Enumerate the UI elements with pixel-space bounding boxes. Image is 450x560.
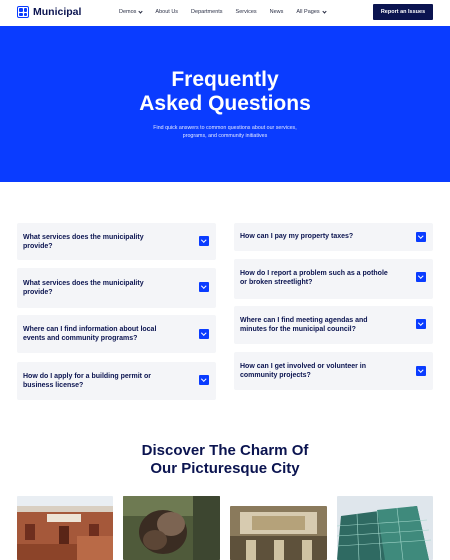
nav-item-label: All Pages bbox=[296, 9, 320, 15]
faq-item[interactable] bbox=[17, 268, 216, 308]
nav-item-label: Services bbox=[235, 9, 257, 15]
photo-illustration bbox=[337, 496, 433, 560]
faq-question-line: How can I pay my property taxes? bbox=[240, 233, 354, 240]
faq-question-line: community projects? bbox=[240, 372, 311, 379]
chevron-down-icon bbox=[202, 377, 207, 382]
faq-question bbox=[240, 269, 388, 287]
brand-name: Municipal bbox=[33, 6, 82, 18]
section-title-line: Our Picturesque City bbox=[150, 460, 300, 477]
nav-item-label: Demos bbox=[119, 9, 137, 15]
faq-item[interactable] bbox=[17, 362, 216, 400]
chevron-down-icon bbox=[419, 234, 424, 239]
faq-toggle-button[interactable] bbox=[416, 319, 426, 329]
section-title bbox=[0, 442, 450, 478]
photo-illustration bbox=[230, 506, 327, 560]
grid-logo-icon bbox=[17, 6, 29, 18]
faq-question-line: Where can I find information about local bbox=[23, 326, 157, 333]
nav-item-label: News bbox=[269, 9, 284, 15]
nav-item-about-us[interactable] bbox=[155, 9, 178, 15]
faq-question-line: How do I apply for a building permit or bbox=[23, 373, 151, 380]
faq-toggle-button[interactable] bbox=[416, 272, 426, 282]
faq-question-line: How can I get involved or volunteer in bbox=[240, 363, 367, 370]
city-photo-modern-building bbox=[337, 496, 433, 560]
nav-item-all-pages[interactable] bbox=[296, 9, 325, 15]
faq-question-line: How do I report a problem such as a pothole bbox=[240, 270, 388, 277]
faq-question-line: What services does the municipality bbox=[23, 280, 144, 287]
city-photo-ornate-ceiling bbox=[230, 506, 327, 560]
page-title-line: Asked Questions bbox=[139, 92, 311, 115]
faq-toggle-button[interactable] bbox=[416, 366, 426, 376]
faq-question bbox=[240, 362, 366, 380]
faq-toggle-button[interactable] bbox=[199, 329, 209, 339]
chevron-down-icon bbox=[202, 284, 207, 289]
report-issue-button[interactable]: Report an Issues bbox=[373, 4, 433, 20]
faq-question bbox=[23, 372, 151, 390]
chevron-down-icon bbox=[419, 274, 424, 279]
city-photo-historic-building bbox=[17, 496, 113, 560]
nav-item-news[interactable] bbox=[270, 9, 284, 15]
faq-item[interactable] bbox=[234, 259, 433, 299]
faq-question-line: What services does the municipality bbox=[23, 234, 144, 241]
chevron-down-icon bbox=[202, 331, 207, 336]
main-menu bbox=[119, 9, 339, 15]
photo-illustration bbox=[123, 496, 220, 560]
nav-item-demos[interactable] bbox=[119, 9, 142, 15]
hero-subtitle bbox=[140, 124, 310, 140]
faq-item[interactable] bbox=[234, 306, 433, 344]
faq-question-line: business license? bbox=[23, 382, 84, 389]
faq-item[interactable] bbox=[234, 223, 433, 251]
nav-item-departments[interactable] bbox=[191, 9, 223, 15]
faq-toggle-button[interactable] bbox=[199, 236, 209, 246]
nav-item-services[interactable] bbox=[236, 9, 257, 15]
section-title-line: Discover The Charm Of bbox=[141, 442, 309, 459]
faq-toggle-button[interactable] bbox=[199, 282, 209, 292]
faq-item[interactable] bbox=[17, 223, 216, 260]
nav-item-label: Departments bbox=[191, 9, 223, 15]
faq-question-line: minutes for the municipal council? bbox=[240, 326, 356, 333]
top-navbar bbox=[0, 0, 450, 26]
hero-subtitle-line: Find quick answers to common questions about our services, bbox=[153, 125, 297, 131]
faq-question-line: Where can I find meeting agendas and bbox=[240, 317, 368, 324]
faq-question bbox=[240, 316, 368, 334]
faq-toggle-button[interactable] bbox=[416, 232, 426, 242]
page-title bbox=[0, 68, 450, 116]
faq-question-line: or broken streetlight? bbox=[240, 279, 313, 286]
photo-illustration bbox=[17, 496, 113, 560]
chevron-down-icon bbox=[419, 368, 424, 373]
faq-question-line: events and community programs? bbox=[23, 335, 138, 342]
page-title-line: Frequently bbox=[171, 68, 279, 91]
faq-question-line: provide? bbox=[23, 289, 53, 296]
chevron-down-icon bbox=[419, 321, 424, 326]
faq-question-line: provide? bbox=[23, 243, 53, 250]
chevron-down-icon bbox=[139, 9, 143, 13]
faq-question bbox=[23, 325, 156, 343]
faq-question bbox=[23, 279, 144, 297]
chevron-down-icon bbox=[202, 238, 207, 243]
faq-question bbox=[23, 233, 144, 251]
nav-item-label: About Us bbox=[155, 9, 179, 15]
brand-logo[interactable] bbox=[17, 6, 81, 18]
hero-banner bbox=[0, 26, 450, 182]
city-photo-statue bbox=[123, 496, 220, 560]
chevron-down-icon bbox=[322, 9, 326, 13]
faq-question bbox=[240, 232, 353, 241]
faq-toggle-button[interactable] bbox=[199, 375, 209, 385]
hero-subtitle-line: programs, and community initiatives bbox=[182, 133, 268, 139]
faq-item[interactable] bbox=[17, 315, 216, 353]
faq-item[interactable] bbox=[234, 352, 433, 390]
